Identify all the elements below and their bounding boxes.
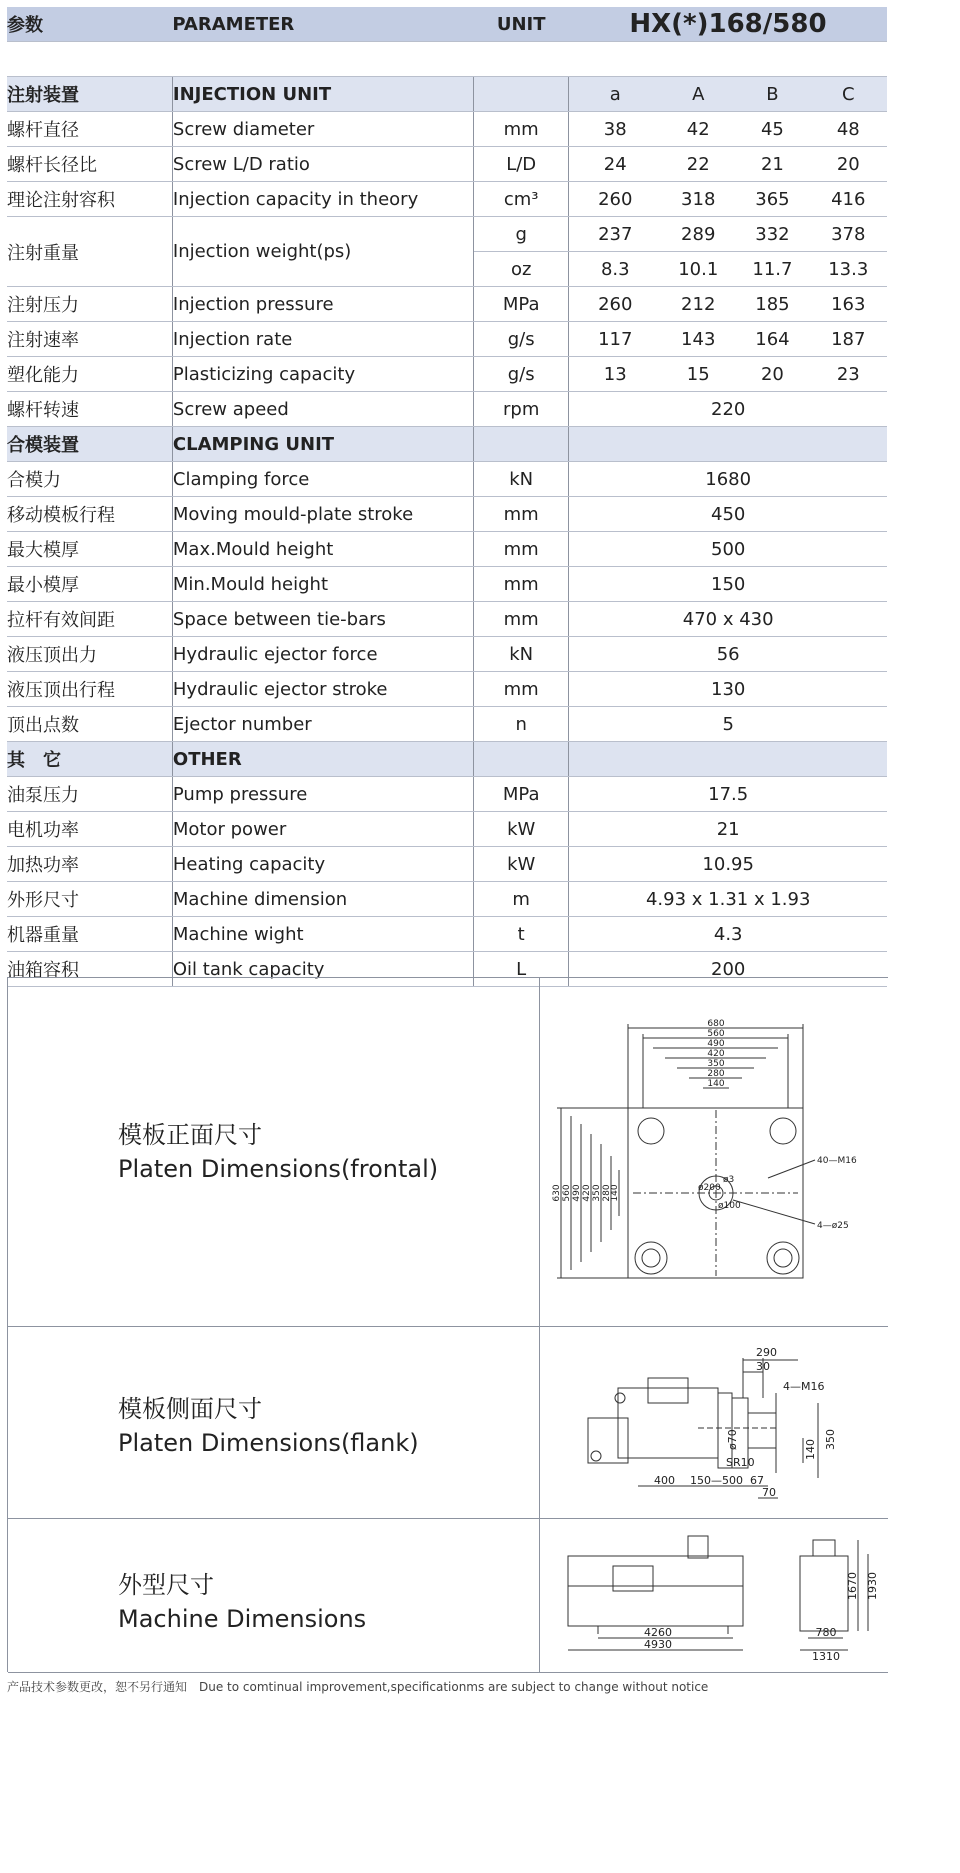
- svg-text:70: 70: [762, 1486, 776, 1499]
- machine-drawing-row: [8, 1518, 888, 1673]
- frontal-title-zh: 模板正面尺寸: [118, 1121, 262, 1149]
- table-row: 理论注射容积 Injection capacity in theory cm³ 260 318 365 416: [7, 182, 887, 217]
- table-row: 液压顶出力 Hydraulic ejector force kN 56: [7, 637, 887, 672]
- table-row: 拉杆有效间距 Space between tie-bars mm 470 x 430: [7, 602, 887, 637]
- svg-text:350: 350: [707, 1059, 725, 1069]
- spec-table: [7, 7, 887, 987]
- svg-text:280: 280: [602, 1184, 612, 1202]
- flank-drawing-row: [8, 1326, 888, 1519]
- table-row: 液压顶出行程 Hydraulic ejector stroke mm 130: [7, 672, 887, 707]
- frontal-platen-drawing: [553, 1018, 883, 1308]
- table-row: 螺杆长径比 Screw L/D ratio L/D 24 22 21 20: [7, 147, 887, 182]
- svg-text:350: 350: [824, 1429, 837, 1450]
- svg-text:4—ø25: 4—ø25: [817, 1221, 849, 1231]
- table-row: 最大模厚 Max.Mould height mm 500: [7, 532, 887, 567]
- spec-sheet: [7, 7, 887, 987]
- table-row: 外形尺寸 Machine dimension m 4.93 x 1.31 x 1.93: [7, 882, 887, 917]
- drawings-panel: [7, 977, 888, 1672]
- svg-text:1670: 1670: [846, 1572, 859, 1600]
- flank-title-zh: 模板侧面尺寸: [118, 1395, 262, 1423]
- svg-text:1310: 1310: [812, 1650, 840, 1663]
- svg-text:140: 140: [707, 1079, 725, 1089]
- table-row: 顶出点数 Ejector number n 5: [7, 707, 887, 742]
- table-row: 电机功率 Motor power kW 21: [7, 812, 887, 847]
- table-row: 螺杆直径 Screw diameter mm 38 42 45 48: [7, 112, 887, 147]
- table-row: 机器重量 Machine wight t 4.3: [7, 917, 887, 952]
- svg-text:67: 67: [750, 1474, 764, 1487]
- svg-text:420: 420: [707, 1049, 725, 1059]
- table-row: 塑化能力 Plasticizing capacity g/s 13 15 20 23: [7, 357, 887, 392]
- svg-text:ø3: ø3: [723, 1175, 735, 1185]
- svg-text:150—500: 150—500: [690, 1474, 743, 1487]
- flank-platen-drawing: [578, 1338, 878, 1514]
- section-injection: 注射装置 INJECTION UNIT a A B C: [7, 77, 887, 112]
- frontal-title-en: Platen Dimensions(frontal): [118, 1155, 439, 1183]
- svg-text:140: 140: [804, 1439, 817, 1460]
- machine-title-zh: 外型尺寸: [118, 1571, 214, 1599]
- machine-outline-drawing: [558, 1526, 883, 1666]
- svg-text:490: 490: [707, 1039, 725, 1049]
- flank-title-en: Platen Dimensions(flank): [118, 1429, 419, 1457]
- svg-text:1930: 1930: [866, 1572, 879, 1600]
- svg-text:ø70: ø70: [726, 1429, 739, 1450]
- svg-text:780: 780: [815, 1626, 837, 1639]
- svg-text:4260: 4260: [644, 1626, 672, 1639]
- svg-text:SR10: SR10: [726, 1456, 755, 1469]
- section-clamping: 合模装置 CLAMPING UNIT: [7, 427, 887, 462]
- model-name: HX(*)168/580: [569, 7, 887, 42]
- header-en: PARAMETER: [172, 7, 473, 42]
- svg-text:ø100: ø100: [718, 1201, 741, 1211]
- table-header: [7, 7, 887, 42]
- svg-text:400: 400: [654, 1474, 675, 1487]
- svg-text:560: 560: [562, 1184, 572, 1202]
- header-unit: UNIT: [473, 7, 568, 42]
- svg-text:40—M16: 40—M16: [817, 1156, 857, 1166]
- table-row: 注射压力 Injection pressure MPa 260 212 185 163: [7, 287, 887, 322]
- table-row: 移动模板行程 Moving mould-plate stroke mm 450: [7, 497, 887, 532]
- header-zh: 参数: [7, 7, 172, 42]
- svg-text:630: 630: [552, 1184, 562, 1202]
- svg-text:290: 290: [756, 1346, 777, 1359]
- svg-text:490: 490: [572, 1184, 582, 1202]
- svg-text:140: 140: [610, 1184, 620, 1202]
- svg-text:ø200: ø200: [698, 1183, 721, 1193]
- section-other: 其 它 OTHER: [7, 742, 887, 777]
- table-row: 合模力 Clamping force kN 1680: [7, 462, 887, 497]
- svg-text:680: 680: [707, 1019, 725, 1029]
- svg-text:350: 350: [592, 1184, 602, 1202]
- table-row: 螺杆转速 Screw apeed rpm 220: [7, 392, 887, 427]
- table-row: oz 8.3 10.1 11.7 13.3: [7, 252, 887, 287]
- frontal-drawing-row: [8, 978, 888, 1327]
- svg-text:30: 30: [756, 1360, 770, 1373]
- machine-title-en: Machine Dimensions: [118, 1605, 367, 1633]
- table-row: 最小模厚 Min.Mould height mm 150: [7, 567, 887, 602]
- svg-text:280: 280: [707, 1069, 725, 1079]
- footer-note: 产品技术参数更改，恕不另行通知 Due to comtinual improvement,specificationms are subject to change without notice: [7, 1680, 709, 1694]
- svg-text:4930: 4930: [644, 1638, 672, 1651]
- table-row: 油泵压力 Pump pressure MPa 17.5: [7, 777, 887, 812]
- svg-text:420: 420: [582, 1184, 592, 1202]
- svg-text:560: 560: [707, 1029, 725, 1039]
- svg-text:4—M16: 4—M16: [783, 1380, 825, 1393]
- table-row: 加热功率 Heating capacity kW 10.95: [7, 847, 887, 882]
- table-row: 注射速率 Injection rate g/s 117 143 164 187: [7, 322, 887, 357]
- table-row: 油箱容积 Oil tank capacity L 200: [7, 952, 887, 987]
- table-row: 注射重量 Injection weight(ps) g 237 289 332 378: [7, 217, 887, 252]
